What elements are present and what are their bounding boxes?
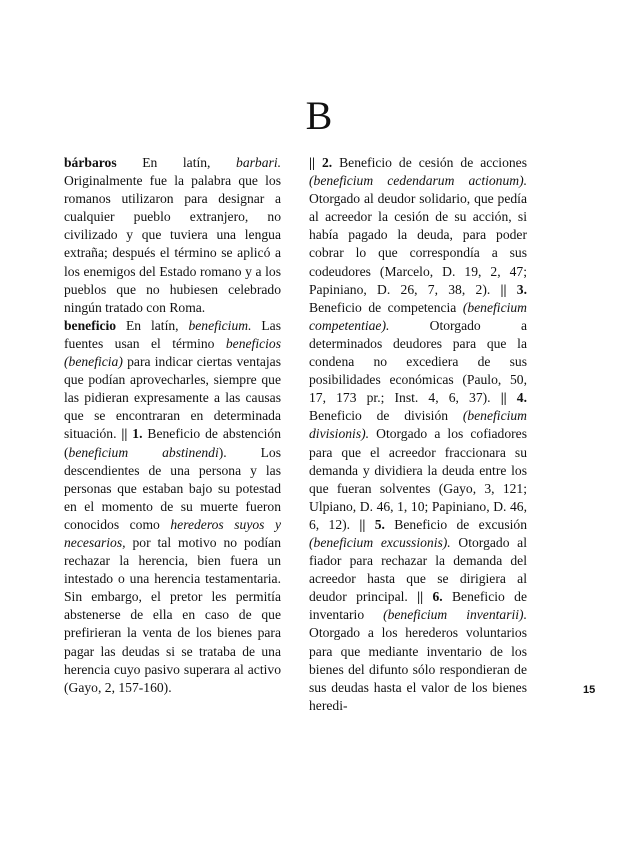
latin-term: barbari. — [236, 155, 281, 170]
latin-term: beneficium. — [188, 317, 252, 333]
subentry-marker: || 4. — [500, 390, 527, 406]
entry-text: Otorgado a los herederos voluntarios para que mediante inventario de los bienes del difunto sólo respondieran de sus deudas hasta el valor de los bienes heredi- — [309, 625, 527, 713]
subentry-marker: || 2. — [309, 155, 333, 170]
entry-text: Beneficio de excusión — [384, 516, 527, 532]
entry-text: por tal motivo no podían rechazar la herencia, bien fuera un intestado o una herencia testamentaria. Sin embargo, el pretor les permitía abstenerse de ella en caso de que prefirieran la venta de los bienes para pagar las deudas si se trataba de una herencia cuyo pasivo superara al activo (Gayo, 2, 157-160). — [64, 534, 281, 695]
entry-text: ). Los descendientes de una persona y las personas que estaban bajo su potestad en el momento de su muerte fueron conocidos como — [64, 444, 281, 532]
entry-text: En latín, — [116, 155, 237, 170]
latin-term: (beneficium divisionis). — [309, 408, 527, 442]
latin-term: herederos suyos y necesarios, — [64, 516, 281, 550]
entry-beneficio-continued — [309, 154, 527, 715]
entry-term: bárbaros — [64, 155, 117, 170]
subentry-marker: || 6. — [417, 589, 443, 605]
entry-text: Las fuentes usan el término — [64, 317, 281, 351]
entry-text: En latín, — [116, 317, 189, 333]
entry-text: Otorgado al deudor solidario, que pedía al acreedor la cesión de su acción, si había pagado la deuda, para poder cobrar lo que correspondía a sus codeudores (Marcelo, D. 19, 2, 47; Papiniano, D. 26, 7, 38, 2). — [309, 191, 527, 297]
entry-text: Beneficio de competencia — [309, 299, 463, 315]
latin-term: (beneficium competentiae). — [309, 299, 527, 333]
latin-term: (beneficium inventarii). — [383, 607, 527, 623]
entry-text: Otorgado a determinados deudores para que la condena no excediera de sus posibilidades económicas (Paulo, 50, 17, 173 pr.; Inst. 4, 6, 37). — [309, 317, 527, 406]
entry-text: Otorgado al fiador para rechazar la demanda del acreedor hasta que se dirigiera al deudor principal. — [309, 534, 527, 605]
latin-term: (beneficium cedendarum actionum). — [309, 173, 527, 189]
entry-barbaros — [64, 154, 281, 317]
entry-term: beneficio — [64, 317, 117, 333]
entry-text: Beneficio de abstención ( — [64, 426, 281, 460]
subentry-marker: || 5. — [359, 516, 385, 532]
page-number: 15 — [583, 684, 596, 696]
entry-text: Beneficio de división — [309, 408, 463, 424]
latin-term: beneficios (beneficia) — [64, 335, 281, 370]
entry-beneficio — [64, 317, 281, 697]
left-column — [64, 154, 281, 697]
entry-text: para indicar ciertas ventajas que podían aprovecharles, siempre que las pidieran expresamente a las causas que se encontraran en determinada situación. — [64, 354, 281, 442]
entry-text: Otorgado a los cofiadores para que el acreedor fraccionara su demanda y dividiera la deuda entre los que fueran solventes (Gayo, 3, 121; Ulpiano, D. 46, 1, 10; Papiniano, D. 46, 6, 12). — [309, 426, 527, 532]
entry-text: Beneficio de inventario — [309, 589, 527, 623]
latin-term: (beneficium excussionis). — [309, 534, 451, 550]
right-column — [309, 154, 527, 715]
entry-text: Beneficio de cesión de acciones — [332, 155, 527, 170]
subentry-marker: || 1. — [121, 426, 143, 442]
subentry-marker: || 3. — [500, 281, 527, 297]
latin-term: beneficium abstinendi — [68, 444, 219, 460]
section-letter: B — [305, 93, 333, 138]
entry-text: Originalmente fue la palabra que los romanos utilizaron para designar a cualquier pueblo extranjero, no civilizado y que tuviera una lengua extraña; después el término se aplicó a los enemigos del Estado romano y a los pueblos que no hubiesen celebrado ningún tratado con Roma. — [64, 173, 281, 315]
